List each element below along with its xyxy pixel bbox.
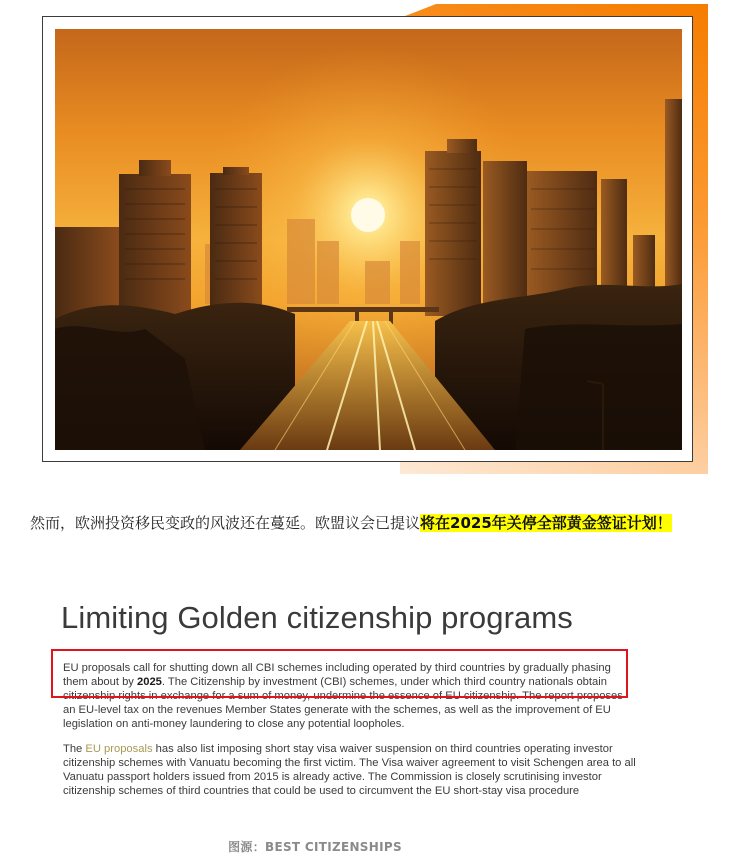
eu-proposals-link[interactable]: EU proposals bbox=[85, 743, 153, 755]
article-body bbox=[63, 661, 637, 809]
article-paragraph-1 bbox=[63, 661, 637, 731]
article-screenshot bbox=[45, 596, 645, 836]
article-p2-text-continued: has also list imposing short stay visa waiver suspension on third countries operating investor citizenship schemes with Vanuatu becoming the first victim. The Visa waiver agreement to visit Schengen area to all Vanuatu passport holders issued from 2015 is already active. The Commission is closely scrutinising investor citizenship schemes of third countries that could be used to circumvent the EU short-stay visa procedure bbox=[63, 743, 636, 797]
image-source-caption: 图源：BEST CITIZENSHIPS bbox=[228, 840, 402, 854]
intro-paragraph bbox=[30, 510, 720, 536]
article-p1-text-continued: . The Citizenship by investment (CBI) schemes, under which third country nationals obtain citizenship rights in exchange for a sum of money, undermine the essence of EU citizenship. The report proposes an EU-level tax on the revenues Member States generate with the schemes, as well as the improvement of EU legislation on anti-money laundering to close any potential loopholes. bbox=[63, 676, 623, 730]
article-p2-text: The bbox=[63, 743, 86, 755]
article-p1-text: EU proposals call for shutting down all CBI schemes including operated by third countries by gradually phasing them about by bbox=[63, 662, 611, 688]
article-paragraph-2 bbox=[63, 742, 637, 798]
article-title: Limiting Golden citizenship programs bbox=[61, 600, 573, 635]
paragraph-text: 然而，欧洲投资移民变政的风波还在蔓延。欧盟议会已提议 bbox=[30, 514, 421, 532]
bold-year: 2025 bbox=[137, 676, 162, 688]
highlighted-statement: 将在2025年关停全部黄金签证计划！ bbox=[420, 514, 672, 532]
city-sunset-photo bbox=[55, 29, 682, 450]
